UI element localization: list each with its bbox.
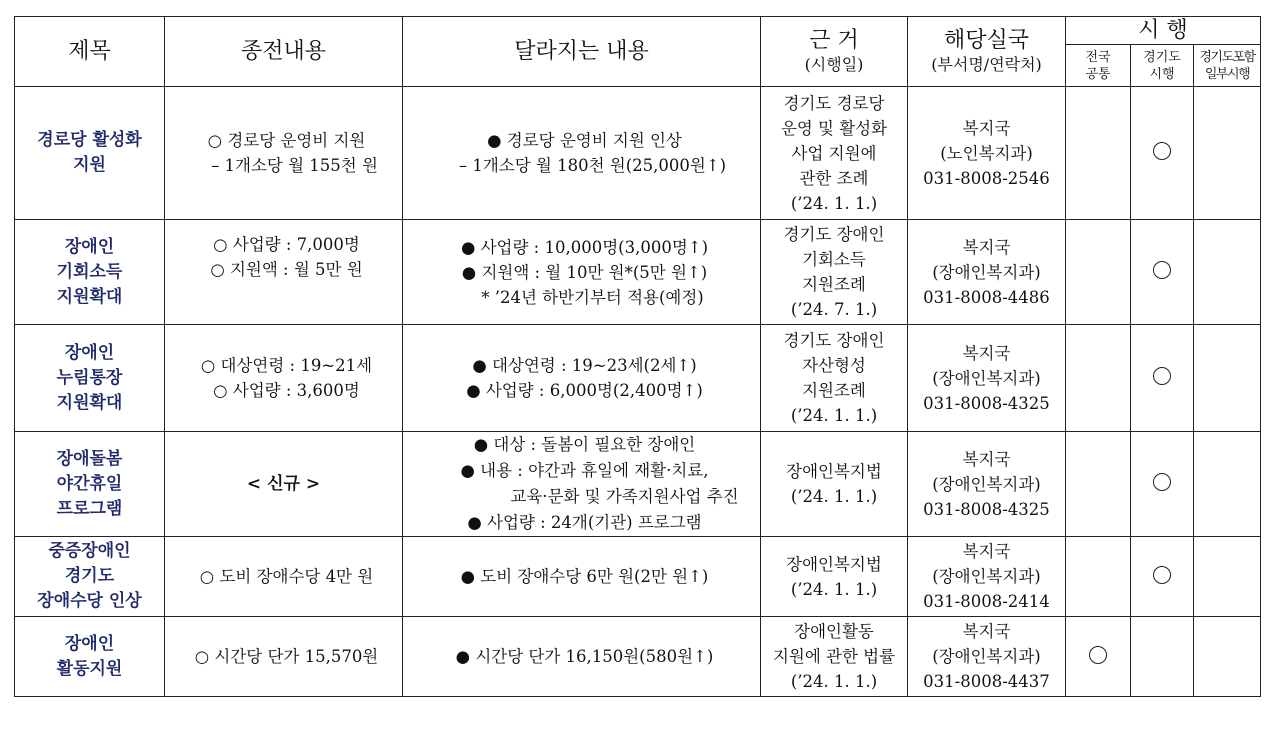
row-title: 경로당 활성화 지원 (15, 87, 165, 220)
row-change: ● 대상연령 : 19~23세(2세↑) ● 사업량 : 6,000명(2,400명↑) (403, 325, 761, 432)
impl-national-cell (1066, 220, 1131, 325)
impl-partial-cell (1194, 617, 1261, 697)
row-basis: 장애인복지법 (’24. 1. 1.) (761, 432, 908, 537)
header-title: 제목 (15, 17, 165, 87)
circle-mark-icon (1153, 261, 1171, 279)
circle-mark-icon (1153, 473, 1171, 491)
row-prev: ○ 시간당 단가 15,570원 (165, 617, 403, 697)
impl-gyeonggi-cell (1131, 87, 1194, 220)
header-impl-gyeonggi: 경기도 시행 (1131, 45, 1194, 87)
row-title: 장애인 누림통장 지원확대 (15, 325, 165, 432)
row-prev: ○ 도비 장애수당 4만 원 (165, 537, 403, 617)
circle-mark-icon (1153, 142, 1171, 160)
impl-gyeonggi-cell (1131, 325, 1194, 432)
header-change: 달라지는 내용 (403, 17, 761, 87)
policy-table (14, 16, 1261, 697)
row-dept: 복지국 (노인복지과) 031-8008-2546 (908, 87, 1066, 220)
row-change: ● 사업량 : 10,000명(3,000명↑) ● 지원액 : 월 10만 원*(5만 원↑) * ’24년 하반기부터 적용(예정) (403, 220, 761, 325)
header-impl-partial: 경기도포함 일부시행 (1194, 45, 1261, 87)
impl-gyeonggi-cell (1131, 617, 1194, 697)
row-dept: 복지국 (장애인복지과) 031-8008-2414 (908, 537, 1066, 617)
header-impl: 시 행 (1066, 17, 1261, 45)
row-dept: 복지국 (장애인복지과) 031-8008-4325 (908, 432, 1066, 537)
row-basis: 경기도 경로당 운영 및 활성화 사업 지원에 관한 조례 (’24. 1. 1.) (761, 87, 908, 220)
header-prev: 종전내용 (165, 17, 403, 87)
impl-gyeonggi-cell (1131, 432, 1194, 537)
table-row (15, 220, 1261, 325)
circle-mark-icon (1089, 646, 1107, 664)
impl-national-cell (1066, 432, 1131, 537)
row-title: 장애돌봄 야간휴일 프로그램 (15, 432, 165, 537)
table-row (15, 537, 1261, 617)
header-dept (908, 17, 1066, 87)
row-title: 중증장애인 경기도 장애수당 인상 (15, 537, 165, 617)
impl-national-cell (1066, 617, 1131, 697)
header-basis-line1: 근 거 (809, 27, 859, 53)
row-prev: ○ 사업량 : 7,000명 ○ 지원액 : 월 5만 원 (165, 220, 403, 325)
header-dept-line2: (부서명/연락처) (931, 54, 1042, 74)
row-prev: ○ 대상연령 : 19~21세 ○ 사업량 : 3,600명 (165, 325, 403, 432)
table-row (15, 87, 1261, 220)
impl-partial-cell (1194, 537, 1261, 617)
circle-mark-icon (1153, 566, 1171, 584)
header-impl-national: 전국 공통 (1066, 45, 1131, 87)
header-basis (761, 17, 908, 87)
row-basis: 장애인활동 지원에 관한 법률 (’24. 1. 1.) (761, 617, 908, 697)
row-dept: 복지국 (장애인복지과) 031-8008-4325 (908, 325, 1066, 432)
impl-partial-cell (1194, 325, 1261, 432)
row-change: ● 도비 장애수당 6만 원(2만 원↑) (403, 537, 761, 617)
impl-partial-cell (1194, 432, 1261, 537)
impl-national-cell (1066, 537, 1131, 617)
row-basis: 장애인복지법 (’24. 1. 1.) (761, 537, 908, 617)
table-row (15, 325, 1261, 432)
table-row (15, 432, 1261, 537)
row-basis: 경기도 장애인 기회소득 지원조례 (’24. 7. 1.) (761, 220, 908, 325)
impl-national-cell (1066, 325, 1131, 432)
row-title: 장애인 활동지원 (15, 617, 165, 697)
row-prev: ○ 경로당 운영비 지원 – 1개소당 월 155천 원 (165, 87, 403, 220)
row-dept: 복지국 (장애인복지과) 031-8008-4486 (908, 220, 1066, 325)
table-row (15, 617, 1261, 697)
row-dept: 복지국 (장애인복지과) 031-8008-4437 (908, 617, 1066, 697)
row-change: ● 대상 : 돌봄이 필요한 장애인 ● 내용 : 야간과 휴일에 재활·치료, 교육·문화 및 가족지원사업 추진 ● 사업량 : 24개(기관) 프로그램 (403, 432, 761, 537)
circle-mark-icon (1153, 367, 1171, 385)
row-change: ● 경로당 운영비 지원 인상 – 1개소당 월 180천 원(25,000원↑) (403, 87, 761, 220)
impl-gyeonggi-cell (1131, 537, 1194, 617)
row-title: 장애인 기회소득 지원확대 (15, 220, 165, 325)
header-dept-line1: 해당실국 (943, 27, 1029, 53)
row-basis: 경기도 장애인 자산형성 지원조례 (’24. 1. 1.) (761, 325, 908, 432)
impl-partial-cell (1194, 220, 1261, 325)
impl-national-cell (1066, 87, 1131, 220)
header-basis-line2: (시행일) (804, 54, 864, 74)
impl-gyeonggi-cell (1131, 220, 1194, 325)
impl-partial-cell (1194, 87, 1261, 220)
row-change: ● 시간당 단가 16,150원(580원↑) (403, 617, 761, 697)
row-prev-new-badge: < 신규 > (165, 432, 403, 537)
